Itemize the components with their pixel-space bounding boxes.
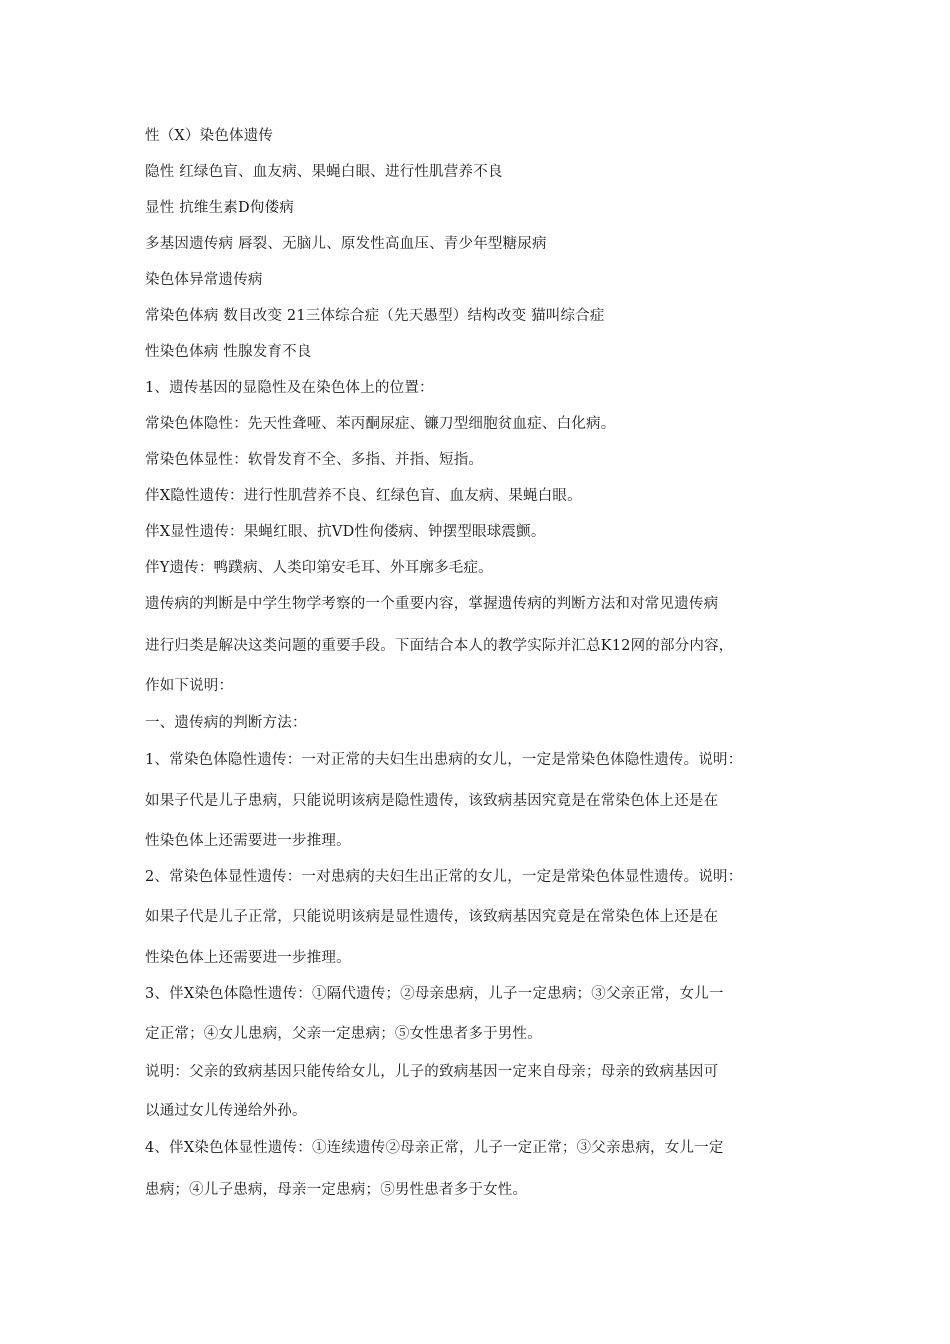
text-line-2: 隐性 红绿色盲、血友病、果蝇白眼、进行性肌营养不良 <box>145 164 503 180</box>
text-line-5: 染色体异常遗传病 <box>145 272 263 288</box>
text-line-17: 一、遗传病的判断方法： <box>145 715 307 731</box>
text-line-8: 1、遗传基因的显隐性及在染色体上的位置： <box>145 380 434 396</box>
text-line-1: 性（X）染色体遗传 <box>145 128 274 144</box>
text-line-23: 性染色体上还需要进一步推理。 <box>145 950 351 966</box>
text-line-18: 1、常染色体隐性遗传：一对正常的夫妇生出患病的女儿，一定是常染色体隐性遗传。说明： <box>145 752 743 768</box>
text-line-6: 常染色体病 数目改变 21三体综合症（先天愚型）结构改变 猫叫综合症 <box>145 308 605 324</box>
text-line-21: 2、常染色体显性遗传：一对患病的夫妇生出正常的女儿，一定是常染色体显性遗传。说明： <box>145 869 743 885</box>
text-line-11: 伴X隐性遗传：进行性肌营养不良、红绿色盲、血友病、果蝇白眼。 <box>145 488 582 504</box>
text-line-14: 遗传病的判断是中学生物学考察的一个重要内容，掌握遗传病的判断方法和对常见遗传病 <box>145 596 719 612</box>
text-line-20: 性染色体上还需要进一步推理。 <box>145 833 351 849</box>
text-line-15: 进行归类是解决这类问题的重要手段。下面结合本人的教学实际并汇总K12网的部分内容， <box>145 638 734 654</box>
text-line-29: 患病；④儿子患病，母亲一定患病；⑤男性患者多于女性。 <box>145 1182 528 1198</box>
text-line-26: 说明：父亲的致病基因只能传给女儿，儿子的致病基因一定来自母亲；母亲的致病基因可 <box>145 1064 719 1080</box>
text-line-27: 以通过女儿传递给外孙。 <box>145 1103 307 1119</box>
text-line-24: 3、伴X染色体隐性遗传：①隔代遗传；②母亲患病，儿子一定患病；③父亲正常，女儿一 <box>145 986 724 1002</box>
text-line-10: 常染色体显性：软骨发育不全、多指、并指、短指。 <box>145 452 484 468</box>
text-line-16: 作如下说明： <box>145 678 234 694</box>
text-line-28: 4、伴X染色体显性遗传：①连续遗传②母亲正常，儿子一定正常；③父亲患病，女儿一定 <box>145 1140 724 1156</box>
text-line-3: 显性 抗维生素D佝偻病 <box>145 200 294 216</box>
text-line-25: 定正常；④女儿患病，父亲一定患病；⑤女性患者多于男性。 <box>145 1026 542 1042</box>
text-line-4: 多基因遗传病 唇裂、无脑儿、原发性高血压、青少年型糖尿病 <box>145 236 547 252</box>
text-line-22: 如果子代是儿子正常，只能说明该病是显性遗传，该致病基因究竟是在常染色体上还是在 <box>145 909 719 925</box>
text-line-12: 伴X显性遗传：果蝇红眼、抗VD性佝偻病、钟摆型眼球震颤。 <box>145 524 546 540</box>
text-line-9: 常染色体隐性：先天性聋哑、苯丙酮尿症、镰刀型细胞贫血症、白化病。 <box>145 416 616 432</box>
text-line-7: 性染色体病 性腺发育不良 <box>145 344 312 360</box>
text-line-19: 如果子代是儿子患病，只能说明该病是隐性遗传，该致病基因究竟是在常染色体上还是在 <box>145 793 719 809</box>
text-line-13: 伴Y遗传：鸭蹼病、人类印第安毛耳、外耳廓多毛症。 <box>145 560 493 576</box>
